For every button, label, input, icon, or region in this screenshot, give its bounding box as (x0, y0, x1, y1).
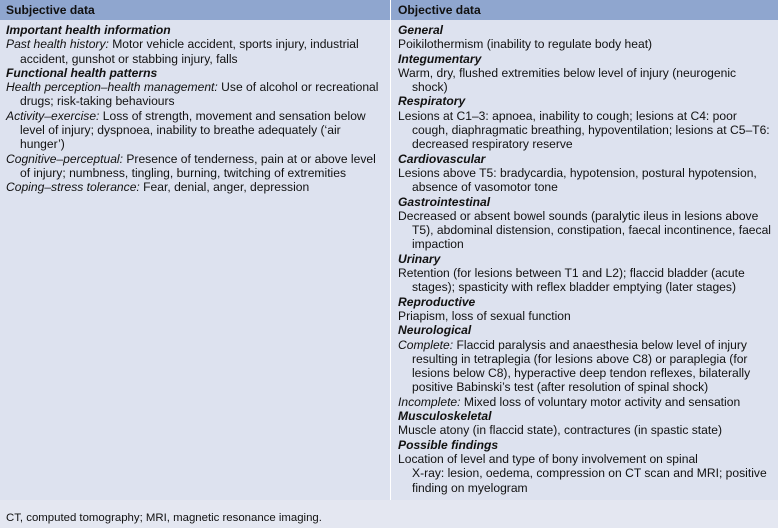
text-cardiovascular: Lesions above T5: bradycardia, hypotension, postural hypotension, absence of vasomotor tone (398, 165, 757, 195)
entry-cognitive-perceptual (6, 152, 384, 181)
entry-activity-exercise (6, 109, 384, 152)
table-body (0, 20, 778, 500)
text-integumentary: Warm, dry, flushed extremities below level of injury (neurogenic shock) (398, 65, 737, 95)
heading-musculoskeletal: Musculoskeletal (398, 409, 492, 424)
table-footnote: CT, computed tomography; MRI, magnetic resonance imaging. (6, 512, 322, 524)
term-complete: Complete: (398, 337, 454, 352)
text-possible-findings-1: Location of level and type of bony involvement on spinal (398, 451, 698, 466)
heading-cardiovascular: Cardiovascular (398, 151, 486, 166)
entry-health-perception (6, 80, 384, 109)
text-health-perception: Use of alcohol or recreational drugs; risk-taking behaviours (20, 80, 379, 109)
term-past-health-history: Past health history: (6, 37, 109, 52)
term-health-perception: Health perception–health management: (6, 80, 218, 95)
text-past-health-history: Motor vehicle accident, sports injury, industrial accident, gunshot or stabbing injury, falls (20, 37, 359, 66)
text-reproductive: Priapism, loss of sexual function (398, 308, 571, 323)
subjective-column (0, 20, 390, 500)
header-objective: Objective data (390, 0, 778, 20)
text-complete: Flaccid paralysis and anaesthesia below level of injury resulting in tetraplegia (for lesions above C8) or paraplegia (for lesions below C8), hyperactive deep tendon reflexes, bilaterally positive Babinski’s test (after resolution of spinal shock) (412, 337, 751, 395)
heading-urinary: Urinary (398, 251, 441, 266)
heading-respiratory: Respiratory (398, 94, 466, 109)
heading-possible-findings: Possible findings (398, 437, 499, 452)
text-respiratory: Lesions at C1–3: apnoea, inability to cough; lesions at C4: poor cough, diaphragmatic breathing, hypoventilation; lesions at C5–T6: decreased respiratory reserve (398, 108, 770, 152)
heading-important-health-information: Important health information (6, 23, 171, 37)
text-activity-exercise: Loss of strength, movement and sensation below level of injury; dyspnoea, inability to breathe adequately (‘air hunger’) (20, 108, 366, 152)
text-urinary: Retention (for lesions between T1 and L2); flaccid bladder (acute stages); spasticity with reflex bladder emptying (later stages) (398, 266, 745, 295)
entry-complete (398, 338, 772, 395)
text-general: Poikilothermism (inability to regulate body heat) (398, 37, 653, 52)
term-activity-exercise: Activity–exercise: (6, 108, 100, 123)
text-cognitive-perceptual: Presence of tenderness, pain at or above level of injury; numbness, tingling, burning, twitching of extremities (20, 151, 376, 180)
text-coping-stress: Fear, denial, anger, depression (143, 180, 310, 195)
entry-coping-stress (6, 180, 384, 194)
heading-general: General (398, 23, 444, 37)
entry-past-health-history (6, 37, 384, 66)
entry-incomplete (398, 395, 772, 409)
header-subjective: Subjective data (6, 3, 95, 17)
heading-functional-health-patterns: Functional health patterns (6, 65, 158, 80)
term-incomplete: Incomplete: (398, 394, 461, 409)
heading-integumentary: Integumentary (398, 51, 482, 66)
text-gastrointestinal: Decreased or absent bowel sounds (paralytic ileus in lesions above T5), abdominal distension, constipation, faecal incontinence, faecal impaction (398, 208, 771, 252)
text-possible-findings-2: X-ray: lesion, oedema, compression on CT scan and MRI; positive finding on myelogram (412, 466, 767, 495)
heading-reproductive: Reproductive (398, 294, 476, 309)
heading-neurological: Neurological (398, 323, 472, 338)
text-incomplete: Mixed loss of voluntary motor activity and sensation (463, 394, 741, 409)
heading-gastrointestinal: Gastrointestinal (398, 194, 491, 209)
table-header (0, 0, 778, 20)
objective-column (390, 20, 778, 500)
term-coping-stress: Coping–stress tolerance: (6, 180, 140, 195)
term-cognitive-perceptual: Cognitive–perceptual: (6, 151, 123, 166)
text-musculoskeletal: Muscle atony (in flaccid state), contractures (in spastic state) (398, 423, 722, 438)
